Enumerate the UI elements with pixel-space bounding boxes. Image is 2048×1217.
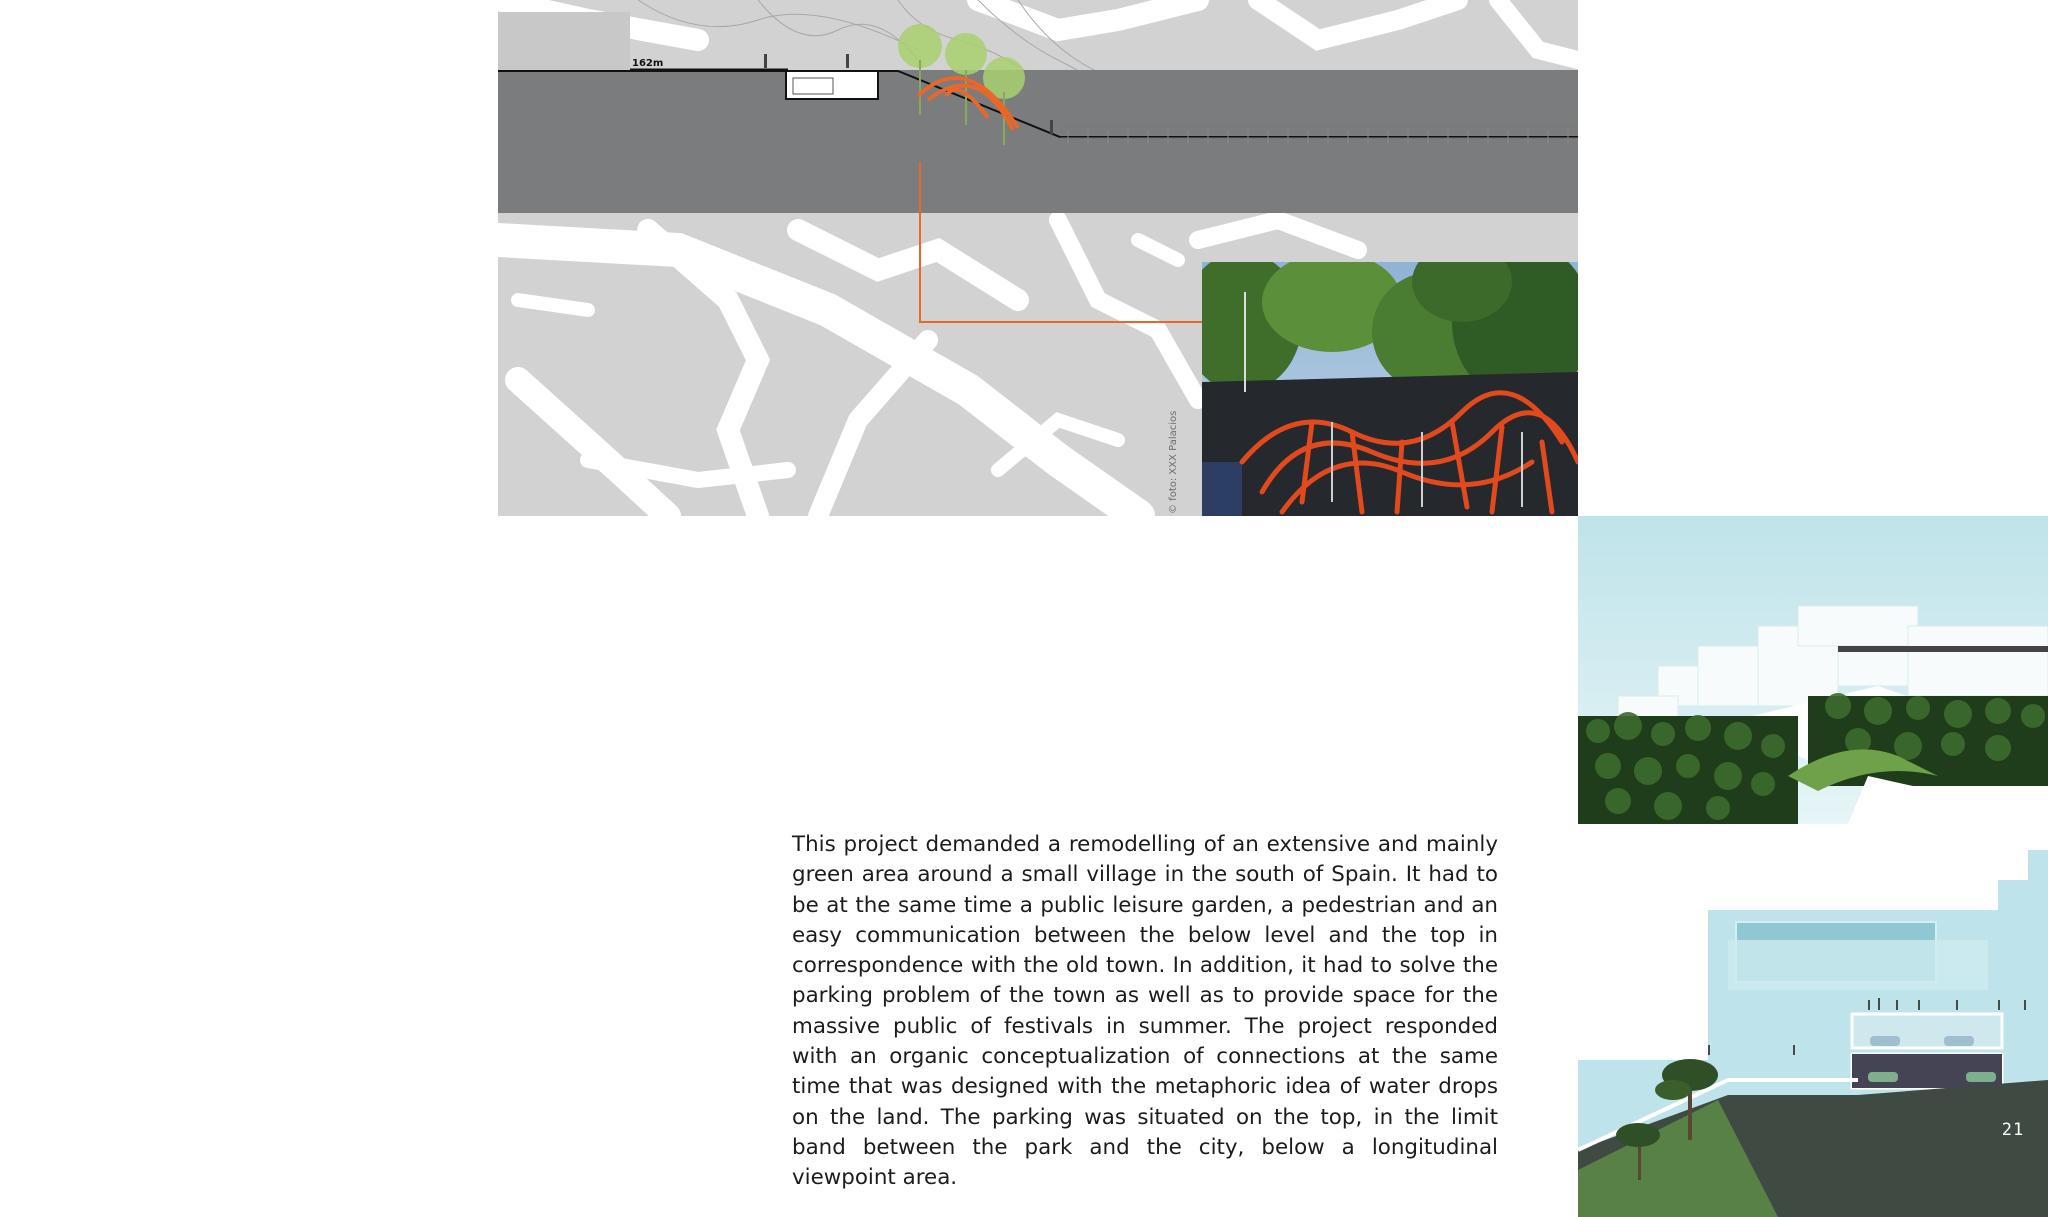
project-description: This project demanded a remodelling of an extensive and mainly green area around a small village in the south of Spain. It had to be at the same time a public leisure garden, a pedestrian and an easy communication between the below level and the top in correspondence with the old town. In addition, it had to solve the parking problem of the town as well as to provide space for the massive public of festivals in summer. The project responded with an organic conceptualization of connections at the same time that was designed with the metaphoric idea of water drops on the land. The parking was situated on the top, in the limit band between the park and the city, below a longitudinal viewpoint area. <box>792 832 1498 1191</box>
site-photo <box>1202 262 1578 516</box>
page-number: 21 <box>2001 1120 2025 1140</box>
render-parking-image <box>1578 850 2048 1217</box>
site-photo-image <box>1202 262 1578 516</box>
render-parking-section <box>1578 850 2048 1217</box>
elevation-label: 162m <box>632 58 664 69</box>
render-hillside <box>1578 516 2048 824</box>
render-hillside-image <box>1578 516 2048 824</box>
photo-credit: © foto: XXX Palacios <box>1168 410 1179 514</box>
